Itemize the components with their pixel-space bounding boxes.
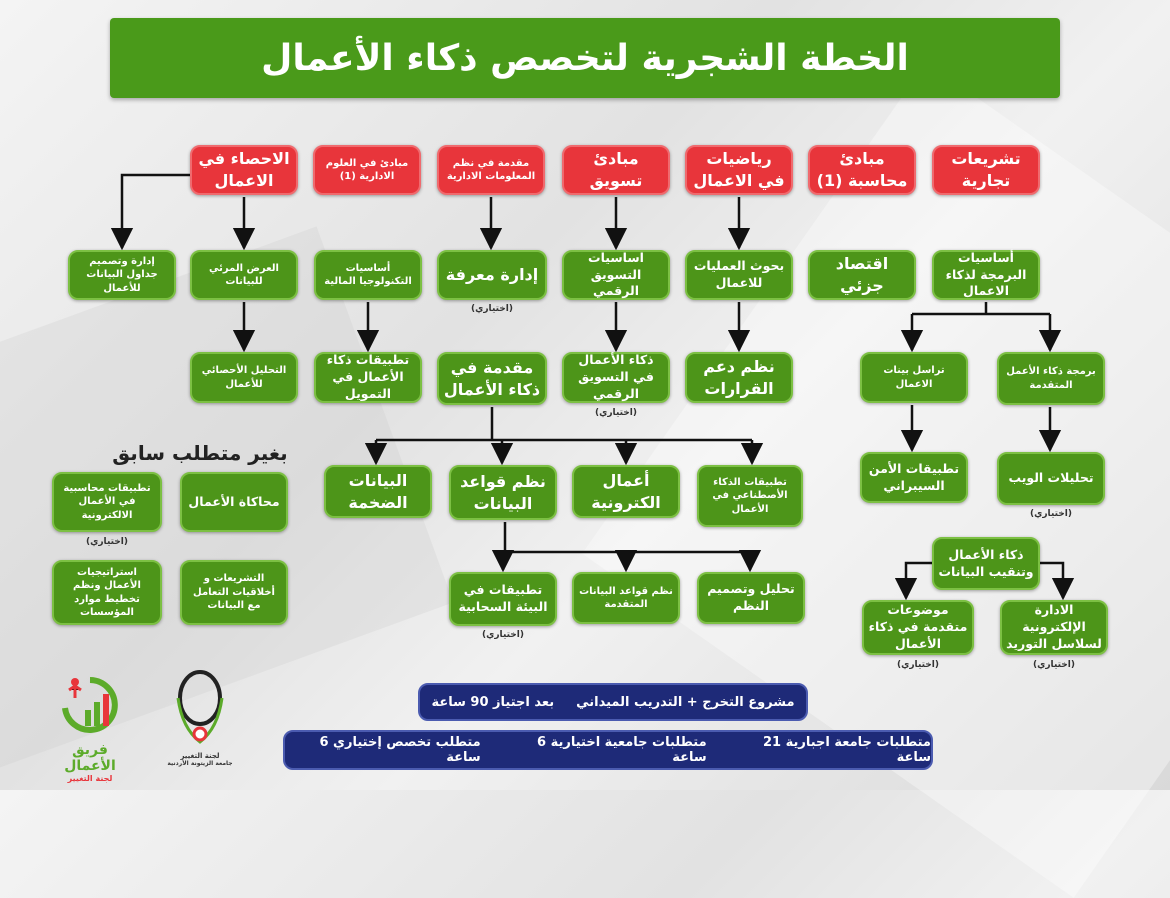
course-accounting-applications: تطبيقات محاسبية في الأعمال الالكترونية — [52, 472, 162, 532]
team-name: فريق الأعمال — [64, 742, 116, 774]
course-bi-finance: تطبيقات ذكاء الأعمال في التمويل — [314, 352, 422, 403]
optional-label: (اختياري) — [595, 408, 637, 418]
graduation-condition-text: بعد اجتياز 90 ساعة — [431, 694, 555, 710]
course-database-systems: نظم قواعد البيانات — [449, 465, 557, 520]
optional-label: (اختياري) — [471, 304, 513, 314]
course-accounting-principles: مبادئ محاسبة (1) — [808, 145, 916, 195]
graduation-project-text: مشروع التخرج + التدريب الميداني — [576, 694, 795, 710]
optional-label: (اختياري) — [1030, 509, 1072, 519]
optional-label: (اختياري) — [1033, 660, 1075, 670]
course-business-simulation: محاكاة الأعمال — [180, 472, 288, 532]
page-title: الخطة الشجرية لتخصص ذكاء الأعمال — [110, 18, 1060, 98]
course-e-business: أعمال الكترونية — [572, 465, 680, 518]
course-digital-marketing-basics: اساسيات التسويق الرقمي — [562, 250, 670, 300]
course-decision-support: نظم دعم القرارات — [685, 352, 793, 403]
university-mandatory: متطلبات جامعة اجبارية 21 ساعة — [762, 735, 931, 765]
optional-label: (اختياري) — [86, 537, 128, 547]
committee-logo — [160, 668, 240, 767]
course-intro-bi: مقدمة في ذكاء الأعمال — [437, 352, 547, 405]
course-advanced-bi-topics: موضوعات متقدمة في ذكاء الأعمال — [862, 600, 974, 655]
course-spreadsheets: إدارة وتصميم جداول البيانات للأعمال — [68, 250, 176, 300]
optional-label: (اختياري) — [482, 630, 524, 640]
university-elective: متطلبات جامعية اختيارية 6 ساعة — [537, 735, 707, 765]
course-big-data: البيانات الضخمة — [324, 465, 432, 518]
course-statistical-analysis: التحليل الأحصائي للأعمال — [190, 352, 298, 403]
team-subtitle: لجنة التغيير — [67, 774, 113, 783]
requirements-bar — [283, 730, 933, 770]
course-operations-research: بحوث العمليات للاعمال — [685, 250, 793, 300]
course-intro-mis: مقدمة في نظم المعلومات الادارية — [437, 145, 545, 195]
course-bi-data-mining: ذكاء الأعمال وتنقيب البيانات — [932, 537, 1040, 590]
course-advanced-bi-programming: برمجة ذكاء الأعمل المتقدمة — [997, 352, 1105, 405]
no-prerequisite-heading: بغير متطلب سابق — [112, 441, 288, 465]
course-marketing-principles: مبادئ تسويق — [562, 145, 670, 195]
course-data-visualization: العرض المرئي للبيانات — [190, 250, 298, 300]
course-business-data-communication: تراسل بينات الاعمال — [860, 352, 968, 403]
course-commercial-legislation: تشريعات تجارية — [932, 145, 1040, 195]
optional-label: (اختياري) — [897, 660, 939, 670]
course-fintech-basics: أساسيات التكنولوجيا المالية — [314, 250, 422, 300]
course-bi-digital-marketing: ذكاء الأعمال في التسويق الرقمي — [562, 352, 670, 403]
course-knowledge-management: إدارة معرفة — [437, 250, 547, 300]
course-business-strategies-erp: استراتيجيات الأعمال ونظم تخطيط موارد المؤسسات — [52, 560, 162, 625]
course-ai-applications: تطبيقات الذكاء الأصطناعي في الأعمال — [697, 465, 803, 527]
course-business-statistics: الاحصاء في الاعمال — [190, 145, 298, 195]
graduation-project-bar — [418, 683, 808, 721]
team-logo — [45, 668, 135, 783]
committee-emblem-icon — [170, 668, 230, 748]
course-programming-basics: أساسيات البرمجة لذكاء الاعمال — [932, 250, 1040, 300]
course-admin-sciences: مبادئ في العلوم الادارية (1) — [313, 145, 421, 195]
course-microeconomics: اقتصاد جزئي — [808, 250, 916, 300]
course-supply-chain: الادارة الإلكترونية لسلاسل التوريد — [1000, 600, 1108, 655]
course-systems-analysis: تحليل وتصميم النظم — [697, 572, 805, 624]
course-web-analytics: تحليلات الويب — [997, 452, 1105, 505]
course-data-ethics: التشريعات و أخلاقيات التعامل مع البيانات — [180, 560, 288, 625]
team-logo-icon — [55, 668, 125, 738]
university-name: جامعة الزيتونة الأردنية — [167, 760, 233, 767]
committee-name: لجنة التغيير — [180, 752, 220, 760]
major-elective: متطلب تخصص إختياري 6 ساعة — [319, 735, 481, 765]
course-cybersecurity: تطبيقات الأمن السيبراني — [860, 452, 968, 503]
course-advanced-databases: نظم قواعد البيانات المتقدمة — [572, 572, 680, 624]
course-business-math: رياضيات في الاعمال — [685, 145, 793, 195]
course-cloud-applications: تطبيقات في البيئة السحابية — [449, 572, 557, 626]
